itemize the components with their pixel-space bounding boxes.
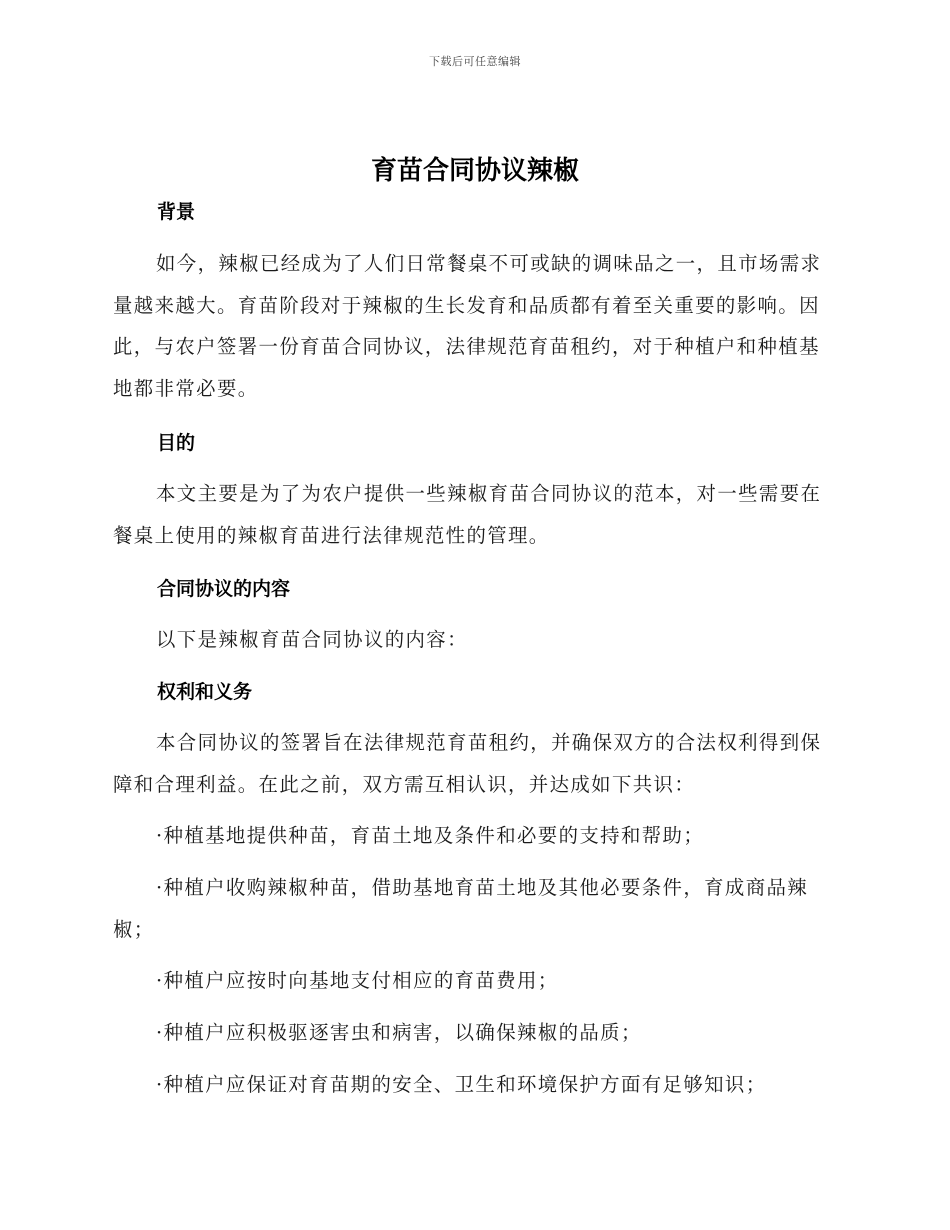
list-item: ·种植户应按时向基地支付相应的育苗费用； [156, 969, 559, 992]
section-heading-purpose: 目的 [157, 432, 196, 454]
document-title: 育苗合同协议辣椒 [370, 156, 579, 186]
list-item: ·种植户收购辣椒种苗，借助基地育苗土地及其他必要条件，育成商品辣椒； [113, 876, 809, 941]
paragraph-rights: 本合同协议的签署旨在法律规范育苗租约，并确保双方的合法权利得到保障和合理利益。在此之前，双方需互相认识，并达成如下共识： [113, 731, 822, 796]
section-heading-contents: 合同协议的内容 [157, 578, 291, 600]
paragraph-purpose: 本文主要是为了为农户提供一些辣椒育苗合同协议的范本，对一些需要在餐桌上使用的辣椒育苗进行法律规范性的管理。 [113, 482, 822, 547]
paragraph-contents: 以下是辣椒育苗合同协议的内容： [156, 628, 468, 651]
list-item: ·种植户应积极驱逐害虫和病害，以确保辣椒的品质； [156, 1021, 642, 1044]
page-header-note: 下载后可任意编辑 [429, 55, 521, 68]
section-heading-background: 背景 [157, 201, 196, 223]
list-item: ·种植户应保证对育苗期的安全、卫生和环境保护方面有足够知识； [156, 1073, 767, 1096]
section-heading-rights: 权利和义务 [157, 681, 253, 703]
list-item: ·种植基地提供种苗，育苗土地及条件和必要的支持和帮助； [156, 824, 705, 847]
paragraph-background: 如今，辣椒已经成为了人们日常餐桌不可或缺的调味品之一，且市场需求量越来越大。育苗阶段对于辣椒的生长发育和品质都有着至关重要的影响。因此，与农户签署一份育苗合同协议，法律规范育苗租约，对于种植户和种植基地都非常必要。 [113, 252, 822, 400]
